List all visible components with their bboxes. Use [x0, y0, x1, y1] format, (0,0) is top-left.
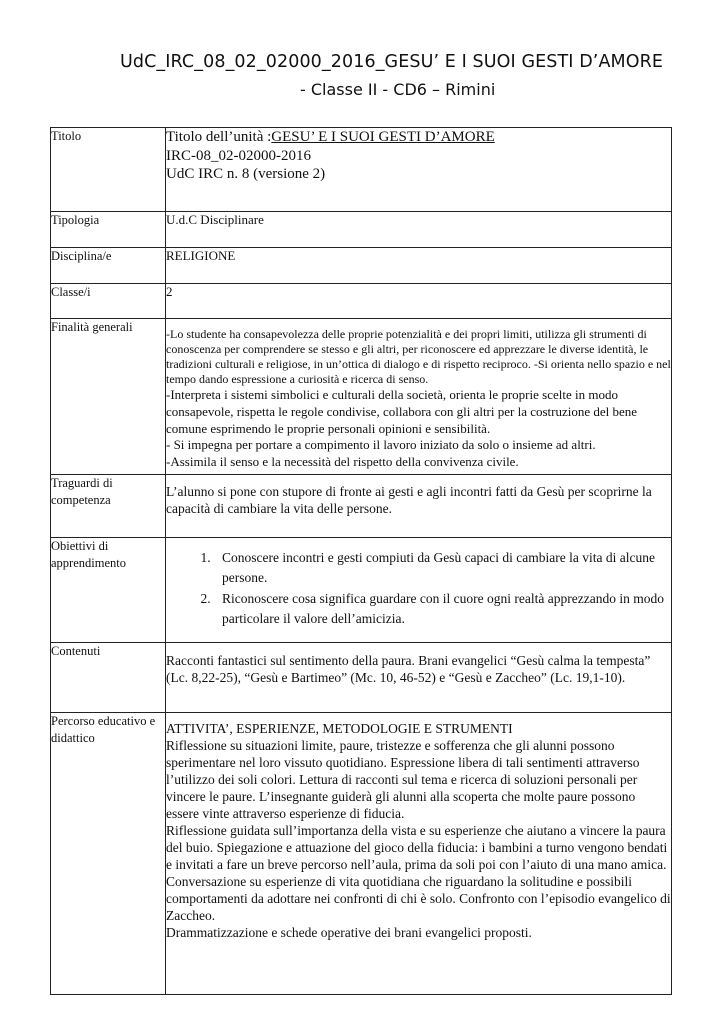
unit-title-prefix: Titolo dell’unità : — [166, 129, 272, 145]
percorso-paragraph-4: Drammatizzazione e schede operative dei brani evangelici proposti. — [166, 925, 532, 940]
row-content-tipologia: U.d.C Disciplinare — [166, 212, 672, 248]
table-row-percorso — [51, 713, 672, 995]
unit-title: GESU’ E I SUOI GESTI D’AMORE — [271, 129, 495, 145]
unit-udc: UdC IRC n. 8 (versione 2) — [166, 166, 326, 182]
row-content-titolo — [166, 128, 672, 212]
row-label-percorso: Percorso educativo e didattico — [51, 713, 166, 995]
percorso-paragraph-3: Conversazione su esperienze di vita quotidiana che riguardano la solitudine e possibili comportamenti da adottare nei confronti di chi è solo. Confronto con l’episodio evangelico di Zaccheo. — [166, 874, 671, 923]
unit-code: IRC-08_02-02000-2016 — [166, 147, 311, 164]
objective-item: 2. Riconoscere cosa significa guardare con il cuore ogni realtà apprezzando in modo particolare il valore dell’amicizia. — [214, 589, 671, 629]
row-label-finalita: Finalità generali — [51, 319, 166, 475]
row-content-disciplina: RELIGIONE — [166, 248, 672, 284]
table-row-classe — [51, 284, 672, 319]
row-label-disciplina: Disciplina/e — [51, 248, 166, 284]
table-row-finalita — [51, 319, 672, 475]
table-row-contenuti — [51, 643, 672, 713]
table-row-disciplina — [51, 248, 672, 284]
row-label-titolo: Titolo — [51, 128, 166, 212]
finalita-text-3: -Assimila il senso e la necessità del rispetto della convivenza civile. — [166, 454, 519, 470]
document-title: UdC_IRC_08_02_02000_2016_GESU’ E I SUOI GESTI D’AMORE — [120, 52, 664, 72]
row-content-classe: 2 — [166, 284, 672, 319]
table-row-traguardi — [51, 475, 672, 538]
finalita-text-1: -Interpreta i sistemi simbolici e culturali della società, orienta le proprie scelte in modo consapevole, rispetta le regole condivise, collabora con gli altri per la costruzione del bene comune esprimendo le proprie personali opinioni e sensibilità. — [166, 387, 638, 436]
percorso-paragraph-1: Riflessione su situazioni limite, paure, tristezze e sofferenza che gli alunni possono sperimentare nel loro vissuto quotidiano. Espressione libera di tali sentimenti attraverso l’utilizzo dei soli colori. Lettura di racconti sul tema e ricerca di soluzioni personali per vincere le paure. L’insegnante guiderà gli alunni alla scoperta che molte paure possono essere vinte attraverso esperienze di fiducia. — [166, 738, 640, 821]
row-content-finalita — [166, 319, 672, 475]
row-label-obiettivi: Obiettivi di apprendimento — [51, 538, 166, 643]
row-content-traguardi: L’alunno si pone con stupore di fronte ai gesti e agli incontri fatti da Gesù per scoprirne la capacità di cambiare la vita delle persone. — [166, 475, 672, 538]
objective-item: 1. Conoscere incontri e gesti compiuti da Gesù capaci di cambiare la vita di alcune persone. — [214, 548, 671, 588]
table-row-titolo — [51, 128, 672, 212]
row-label-classe: Classe/i — [51, 284, 166, 319]
row-label-contenuti: Contenuti — [51, 643, 166, 713]
row-content-percorso — [166, 713, 672, 995]
table-row-tipologia — [51, 212, 672, 248]
row-label-tipologia: Tipologia — [51, 212, 166, 248]
row-content-contenuti: Racconti fantastici sul sentimento della paura. Brani evangelici “Gesù calma la tempesta” (Lc. 8,22-25), “Gesù e Bartimeo” (Mc. 10, 46-52) e “Gesù e Zaccheo” (Lc. 19,1-10). — [166, 643, 672, 713]
row-content-obiettivi — [166, 538, 672, 643]
table-row-obiettivi — [51, 538, 672, 643]
row-label-traguardi: Traguardi di competenza — [51, 475, 166, 538]
finalita-text-small: -Lo studente ha consapevolezza delle proprie potenzialità e dei propri limiti, utilizza gli strumenti di conoscenza per comprendere se stesso e gli altri, per riconoscere ed apprezzare le diverse identità, le tradizioni culturali e religiose, in un’ottica di dialogo e di rispetto reciproco. -Si orienta nello spazio e nel tempo dando espressione a curiosità e ricerca di senso. — [166, 327, 671, 386]
objectives-list — [166, 548, 671, 629]
percorso-paragraph-2: Riflessione guidata sull’importanza della vista e su esperienze che aiutano a vincere la paura del buio. Spiegazione e attuazione del gioco della fiducia: i bambini a turno vengono bendati e invitati a fare un breve percorso nell’aula, prima da soli poi con l’aiuto di una mano amica. — [166, 823, 668, 872]
unit-table — [50, 127, 672, 995]
document-subtitle: - Classe II - CD6 – Rimini — [300, 80, 496, 99]
finalita-text-2: - Si impegna per portare a compimento il lavoro iniziato da solo o insieme ad altri. — [166, 437, 596, 453]
percorso-heading: ATTIVITA’, ESPERIENZE, METODOLOGIE E STRUMENTI — [166, 721, 513, 736]
